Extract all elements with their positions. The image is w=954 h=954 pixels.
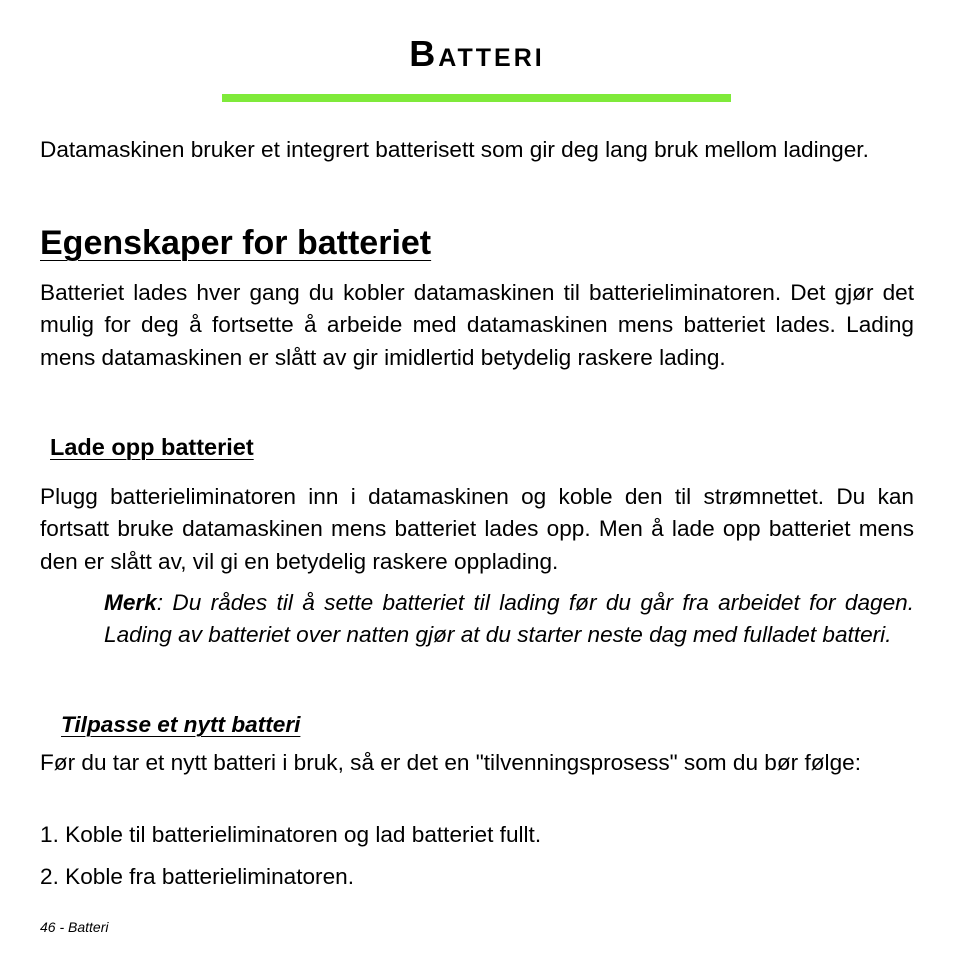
note-paragraph bbox=[104, 587, 914, 652]
chapter-title: Batteri bbox=[409, 33, 545, 74]
section-heading: Egenskaper for batteriet bbox=[40, 224, 432, 262]
new-battery-heading: Tilpasse et nytt batteri bbox=[61, 712, 301, 737]
charging-paragraph: Plugg batterieliminatoren inn i datamaskinen og koble den til strømnettet. Du kan fortsatt bruke datamaskinen mens batteriet lades opp. Men å lade opp batteriet mens den er slått av, vil gi en betydelig raskere opplading. bbox=[40, 484, 914, 574]
title-rule bbox=[222, 94, 731, 102]
page-footer: 46 - Batteri bbox=[40, 919, 109, 935]
note-text: : Du rådes til å sette batteriet til lading før du går fra arbeidet for dagen. Lading av batteriet over natten gjør at du starter neste dag med fulladet batteri. bbox=[104, 590, 914, 648]
charging-heading: Lade opp batteriet bbox=[50, 434, 254, 460]
new-battery-paragraph: Før du tar et nytt batteri i bruk, så er det en "tilvenningsprosess" som du bør følge: bbox=[40, 750, 861, 775]
note-label: Merk bbox=[104, 590, 157, 615]
intro-paragraph: Datamaskinen bruker et integrert batterisett som gir deg lang bruk mellom ladinger. bbox=[40, 137, 869, 162]
list-item: 1. Koble til batterieliminatoren og lad batteriet fullt. bbox=[40, 822, 542, 847]
list-item: 2. Koble fra batterieliminatoren. bbox=[40, 864, 354, 889]
section-paragraph: Batteriet lades hver gang du kobler datamaskinen til batterieliminatoren. Det gjør det mulig for deg å fortsette å arbeide med datamaskinen mens batteriet lades. Lading mens datamaskinen er slått av gir imidlertid betydelig raskere lading. bbox=[40, 280, 914, 370]
